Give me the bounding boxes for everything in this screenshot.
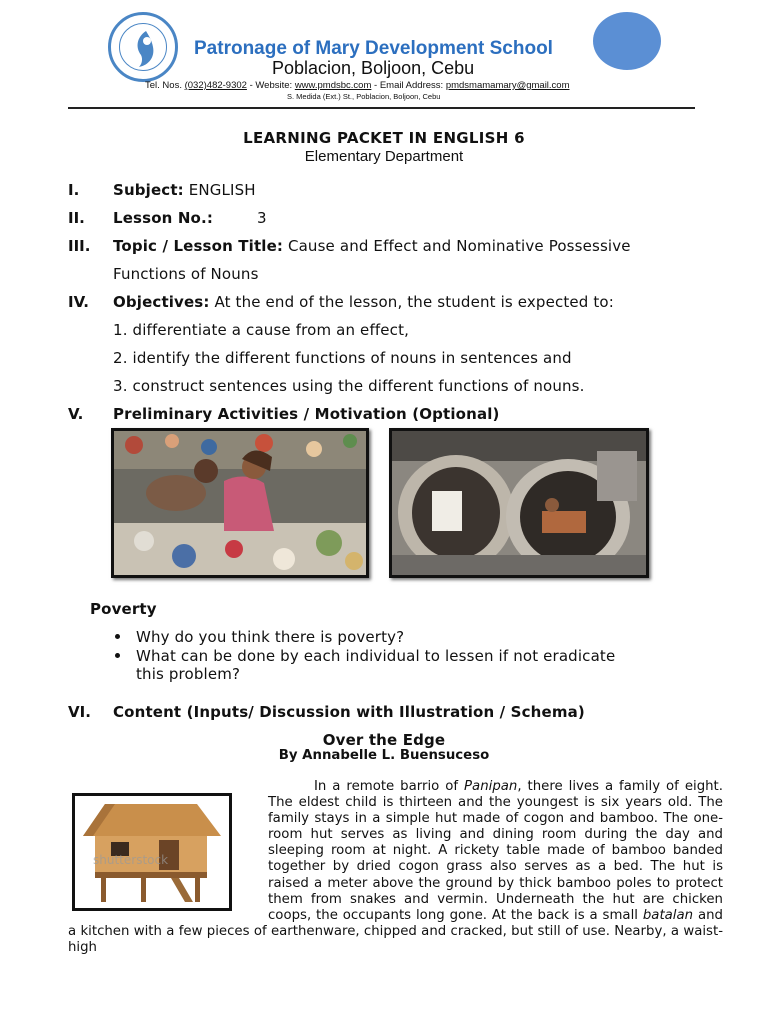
school-address: Poblacion, Boljoon, Cebu <box>272 58 475 78</box>
preliminary-heading: Preliminary Activities / Motivation (Optional) <box>113 405 500 423</box>
poverty-question-cont: this problem? <box>136 665 241 683</box>
topic-line: Topic / Lesson Title: Cause and Effect and Nominative Possessive <box>113 237 631 255</box>
story-title: Over the Edge <box>322 731 446 749</box>
objectives-line: Objectives: At the end of the lesson, the student is expected to: <box>113 293 614 311</box>
topic-line-cont: Functions of Nouns <box>113 265 259 283</box>
packet-title: LEARNING PACKET IN ENGLISH 6 <box>243 129 525 147</box>
header-divider <box>68 107 695 109</box>
bullet-icon <box>115 634 120 639</box>
lesson-number: 3 <box>257 209 267 227</box>
poverty-heading: Poverty <box>90 600 157 618</box>
objective-item: 2. identify the different functions of nouns in sentences and <box>113 349 572 367</box>
email-link[interactable]: pmdsmamamary@gmail.com <box>445 80 570 91</box>
section-number: V. <box>68 405 84 423</box>
section-number: II. <box>68 209 85 227</box>
website-link[interactable]: www.pmdsbc.com <box>294 80 372 91</box>
story-author: By Annabelle L. Buensuceso <box>278 748 490 763</box>
poverty-question: What can be done by each individual to lessen if not eradicate <box>136 647 616 665</box>
lesson-label: Lesson No.: <box>113 209 213 227</box>
place-name: Panipan <box>464 779 518 794</box>
batalan-term: batalan <box>642 907 694 923</box>
street-address: S. Medida (Ext.) St., Poblacion, Boljoon, Cebu <box>287 92 441 101</box>
contact-line: Tel. Nos. (032)482-9302 - Website: www.pmdsbc.com - Email Address: pmdsmamamary@gmail.com <box>145 80 570 91</box>
section-number: IV. <box>68 293 89 311</box>
objective-item: 3. construct sentences using the different functions of nouns. <box>113 377 585 395</box>
nipa-hut-image <box>72 793 232 911</box>
story-body <box>68 779 723 956</box>
objective-item: 1. differentiate a cause from an effect, <box>113 321 410 339</box>
school-name: Patronage of Mary Development School <box>194 38 553 59</box>
logo-emblem-icon <box>129 29 163 69</box>
content-heading: Content (Inputs/ Discussion with Illustration / Schema) <box>113 703 585 721</box>
school-logo <box>108 12 178 82</box>
pipe-homes-photo <box>389 428 649 578</box>
section-number: III. <box>68 237 91 255</box>
section-number: I. <box>68 181 80 199</box>
poverty-question: Why do you think there is poverty? <box>136 628 405 646</box>
garbage-children-photo <box>111 428 369 578</box>
department: Elementary Department <box>304 148 464 165</box>
section-number: VI. <box>68 703 91 721</box>
story-paragraph: In a remote barrio of Panipan, there lives a family of eight. The eldest child is thirteen and the youngest is six years old. The family stays in a simple hut made of cogon and bamboo. The one-room hut serves as living and dining room during the day and sleeping room at night. A rickety table made of bamboo banded together by dried cogon grass also serves as a bed. The hut is raised a meter above the ground by thick bamboo poles to protect them from snakes and vermin. Underneath the hut are chicken coops, the occupants long gone. At the back is a small batalan and a kitchen with a few pieces of earthenware, chipped and cracked, but still of use. Nearby, a waist-high <box>68 779 723 955</box>
decorative-circle <box>593 12 661 70</box>
phone-number: (032)482-9302 <box>184 80 247 91</box>
subject-line: Subject: ENGLISH <box>113 181 256 199</box>
bullet-icon <box>115 653 120 658</box>
watermark-text: shutterstock <box>93 853 169 867</box>
